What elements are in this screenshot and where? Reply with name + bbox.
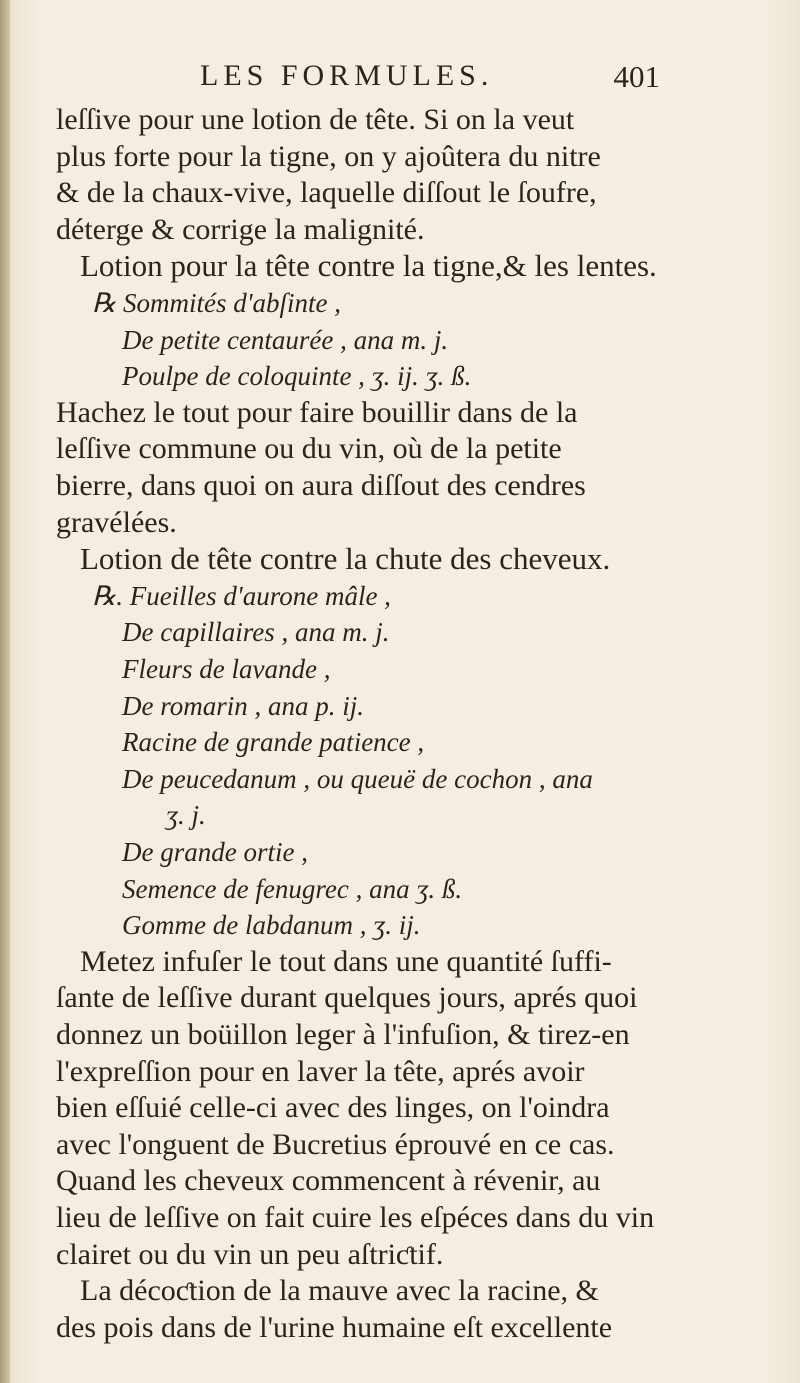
text-line: La décoƈtion de la mauve avec la racine, & (80, 1274, 599, 1308)
text-line: avec l'onguent de Bucretius éprouvé en ce cas. (56, 1127, 615, 1161)
text-line: plus forte pour la tigne, on y ajoûtera du nitre (56, 139, 601, 173)
text-line: & de la chaux-vive, laquelle diſſout le ſoufre, (56, 176, 597, 210)
page-spine (0, 0, 10, 1383)
text-line: leſſive commune ou du vin, où de la petite (56, 432, 562, 466)
text-line: Hachez le tout pour faire bouillir dans de la (56, 395, 578, 429)
text-line: déterge & corrige la malignité. (56, 212, 425, 246)
text-line: des pois dans de l'urine humaine eſt excellente (56, 1310, 613, 1344)
page-header (180, 55, 660, 99)
recipe-line: ℞. Fueilles d'aurone mâle , (92, 580, 391, 611)
recipe-line: Racine de grande patience , (122, 727, 425, 758)
text-line: Quand les cheveux commencent à révenir, au (56, 1164, 601, 1198)
recipe-line: Semence de fenugrec , ana ʒ. ß. (122, 873, 463, 904)
text-line: ſante de leſſive durant quelques jours, aprés quoi (56, 981, 638, 1015)
recipe-line: De grande ortie , (122, 837, 308, 867)
running-head: LES FORMULES. (200, 59, 494, 92)
text-line: l'expreſſion pour en laver la tête, aprés avoir (56, 1054, 585, 1088)
recipe-line: ʒ. j. (166, 800, 206, 831)
text-line: bien eſſuié celle-ci avec des linges, on l'oindra (56, 1091, 610, 1125)
recipe-line: De romarin , ana p. ij. (122, 690, 364, 721)
text-line: bierre, dans quoi on aura diſſout des cendres (56, 469, 586, 502)
section-heading: Lotion pour la tête contre la tigne,& les lentes. (80, 248, 657, 284)
recipe-line: De petite centaurée , ana m. j. (122, 324, 449, 355)
recipe-line: De peucedanum , ou queuë de cochon , ana (122, 763, 593, 794)
section-heading: Lotion de tête contre la chute des cheveux. (80, 541, 611, 577)
recipe-line: Gomme de labdanum , ʒ. ij. (122, 910, 421, 941)
recipe-line: De capillaires , ana m. j. (122, 617, 390, 648)
recipe-line: Fleurs de lavande , (122, 654, 331, 684)
text-line: gravélées. (56, 505, 177, 539)
text-line: Metez infuſer le tout dans une quantité ſuffi- (80, 944, 612, 978)
recipe-line: ℞ Sommités d'abſinte , (92, 288, 341, 318)
text-line: leſſive pour une lotion de tête. Si on la veut (56, 103, 575, 136)
page-number: 401 (613, 59, 660, 94)
text-line: clairet ou du vin un peu aſtriƈtif. (56, 1237, 444, 1271)
text-line: donnez un boüillon leger à l'infuſion, & tirez-en (56, 1018, 630, 1051)
recipe-line: Poulpe de coloquinte , ʒ. ij. ʒ. ß. (122, 361, 472, 392)
text-line: lieu de leſſive on fait cuire les eſpéces dans du vin (56, 1201, 655, 1234)
